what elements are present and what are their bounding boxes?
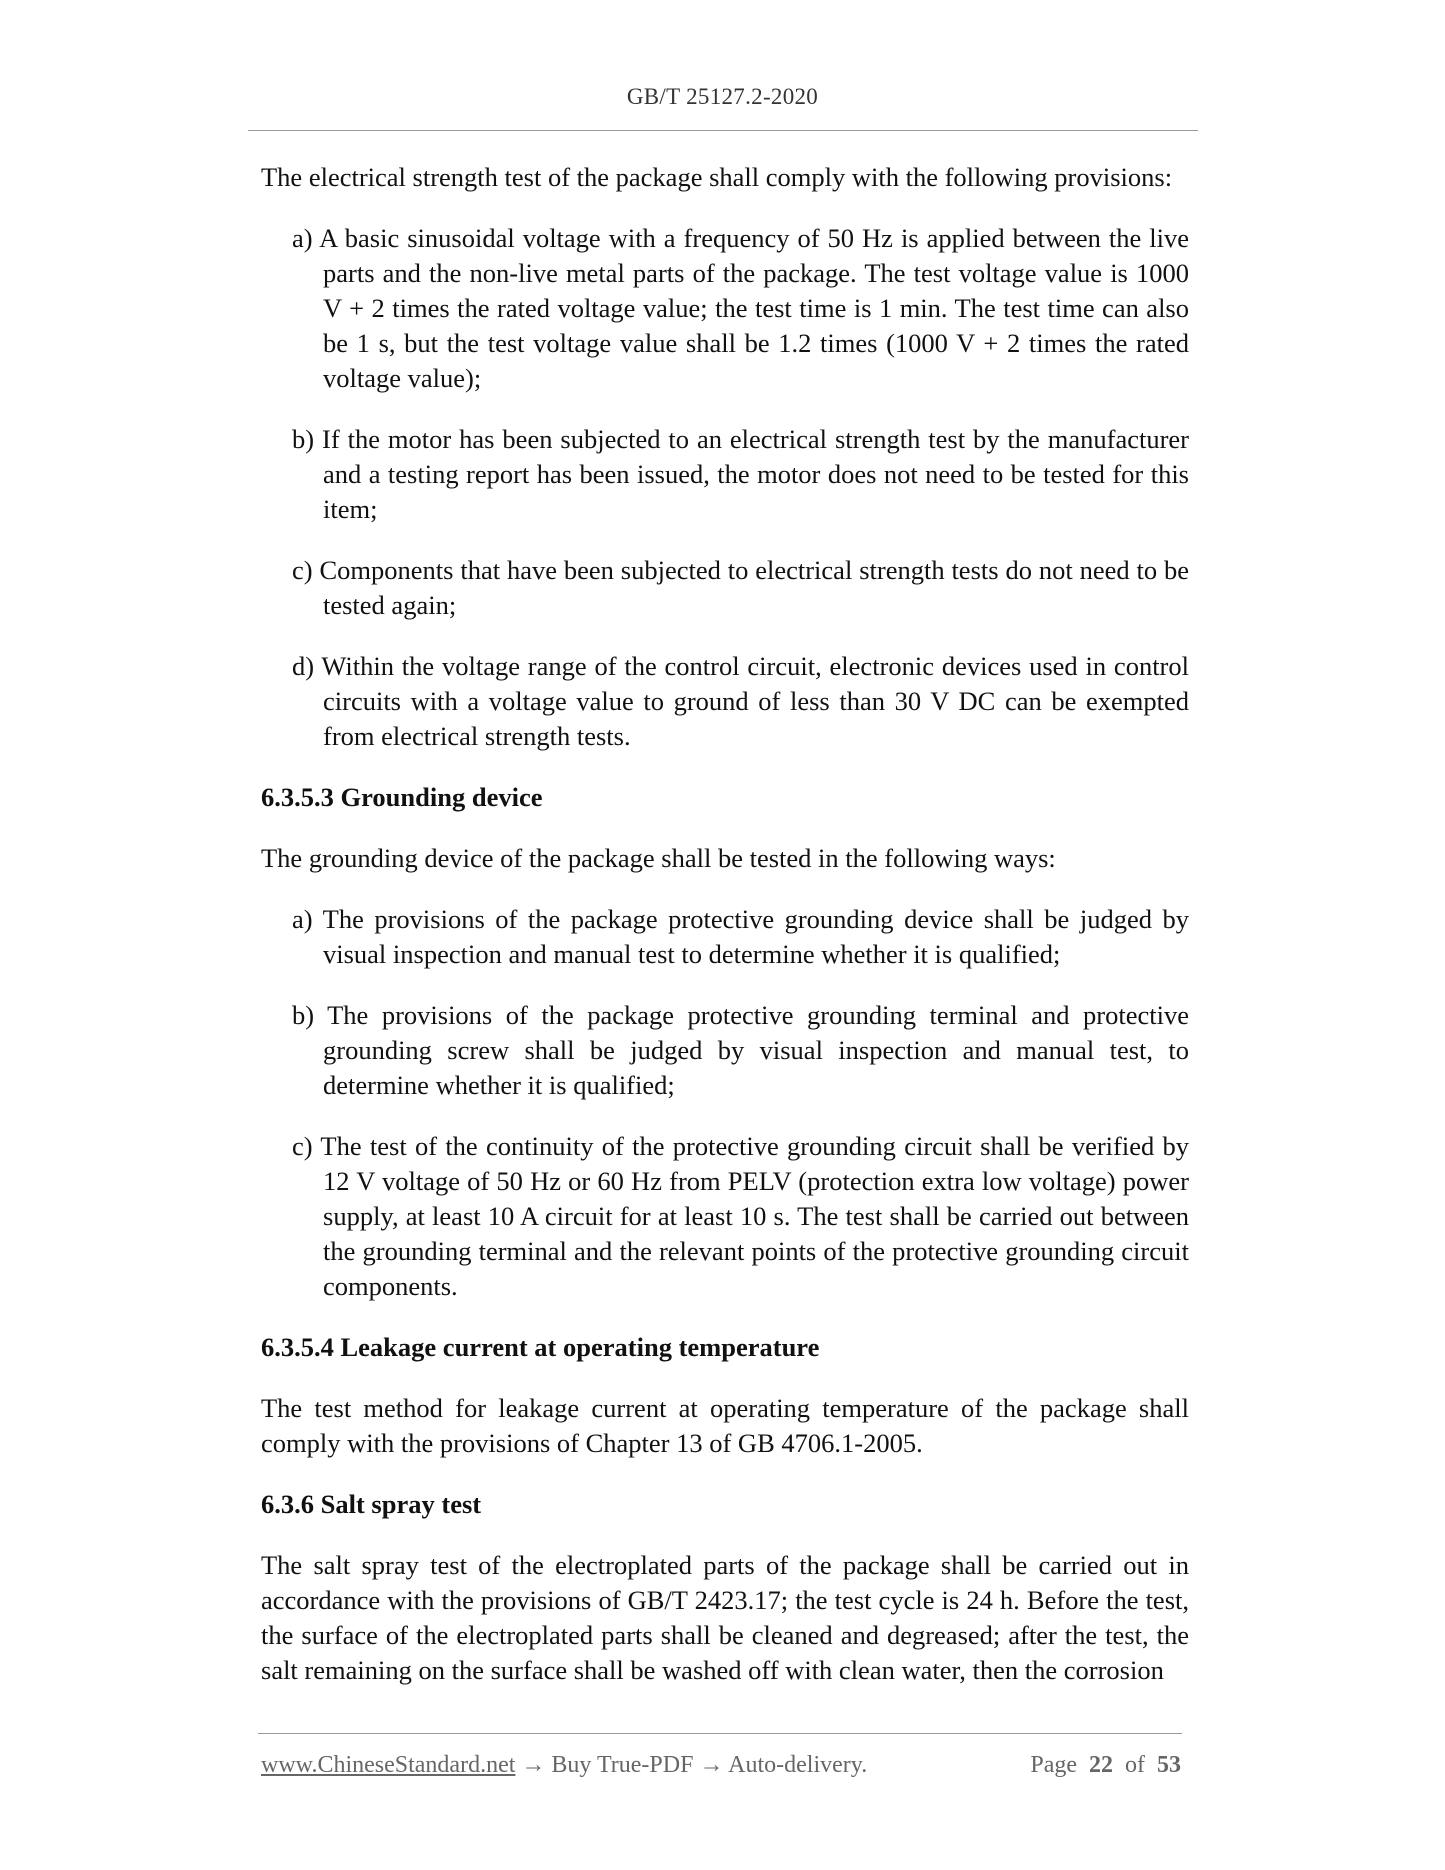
heading-salt-spray: 6.3.6 Salt spray test bbox=[261, 1489, 482, 1519]
strength-intro: The electrical strength test of the package shall comply with the following provisions: bbox=[261, 162, 1173, 192]
strength-item-b: b) If the motor has been subjected to an electrical strength test by the manufacturer and a testing report has been issued, the motor does not need to be tested for this item; bbox=[292, 424, 1189, 524]
arrow-right-icon: → bbox=[699, 1752, 724, 1778]
strength-item-a: a) A basic sinusoidal voltage with a frequency of 50 Hz is applied between the live parts and the non-live metal parts of the package. The test voltage value is 1000 V + 2 times the rated voltage value; the test time is 1 min. The test time can also be 1 s, but the test voltage value shall be 1.2 times (1000 V + 2 times the rated voltage value); bbox=[292, 223, 1189, 393]
salt-spray-text: The salt spray test of the electroplated parts of the package shall be carried out in accordance with the provisions of GB/T 2423.17; the test cycle is 24 h. Before the test, the surface of the electroplated parts shall be cleaned and degreased; after the test, the salt remaining on the surface shall be washed off with clean water, then the corrosion bbox=[261, 1550, 1189, 1685]
page-footer bbox=[261, 1752, 1181, 1784]
grounding-intro: The grounding device of the package shall be tested in the following ways: bbox=[261, 843, 1056, 873]
footer-divider bbox=[258, 1733, 1182, 1734]
page-total: 53 bbox=[1157, 1752, 1181, 1778]
of-label: of bbox=[1125, 1752, 1145, 1778]
grounding-item-c: c) The test of the continuity of the protective grounding circuit shall be verified by 12 V voltage of 50 Hz or 60 Hz from PELV (protection extra low voltage) power supply, at least 10 A circuit for at least 10 s. The test shall be carried out between the grounding terminal and the relevant points of the protective grounding circuit components. bbox=[292, 1131, 1189, 1301]
document-body bbox=[261, 160, 1189, 1714]
page-current: 22 bbox=[1089, 1752, 1113, 1778]
strength-item-c: c) Components that have been subjected to electrical strength tests do not need to be tested again; bbox=[292, 555, 1189, 620]
site-link[interactable]: www.ChineseStandard.net bbox=[261, 1752, 516, 1778]
arrow-right-icon: → bbox=[521, 1752, 546, 1778]
grounding-item-a: a) The provisions of the package protective grounding device shall be judged by visual inspection and manual test to determine whether it is qualified; bbox=[292, 904, 1189, 969]
footer-promo bbox=[261, 1752, 867, 1779]
header-divider bbox=[248, 130, 1198, 131]
page-header: GB/T 25127.2-2020 bbox=[626, 84, 819, 109]
leakage-text: The test method for leakage current at operating temperature of the package shall comply with the provisions of Chapter 13 of GB 4706.1-2005. bbox=[261, 1393, 1189, 1458]
heading-leakage-current: 6.3.5.4 Leakage current at operating temperature bbox=[261, 1332, 820, 1362]
heading-grounding-device: 6.3.5.3 Grounding device bbox=[261, 782, 543, 812]
page-label: Page bbox=[1030, 1752, 1077, 1778]
grounding-item-b: b) The provisions of the package protective grounding terminal and protective grounding screw shall be judged by visual inspection and manual test, to determine whether it is qualified; bbox=[292, 1000, 1189, 1100]
page-number bbox=[1030, 1752, 1181, 1779]
strength-item-d: d) Within the voltage range of the control circuit, electronic devices used in control circuits with a voltage value to ground of less than 30 V DC can be exempted from electrical strength tests. bbox=[292, 651, 1189, 751]
auto-delivery-text: Auto-delivery. bbox=[728, 1752, 868, 1778]
buy-pdf-text: Buy True-PDF bbox=[551, 1752, 694, 1778]
